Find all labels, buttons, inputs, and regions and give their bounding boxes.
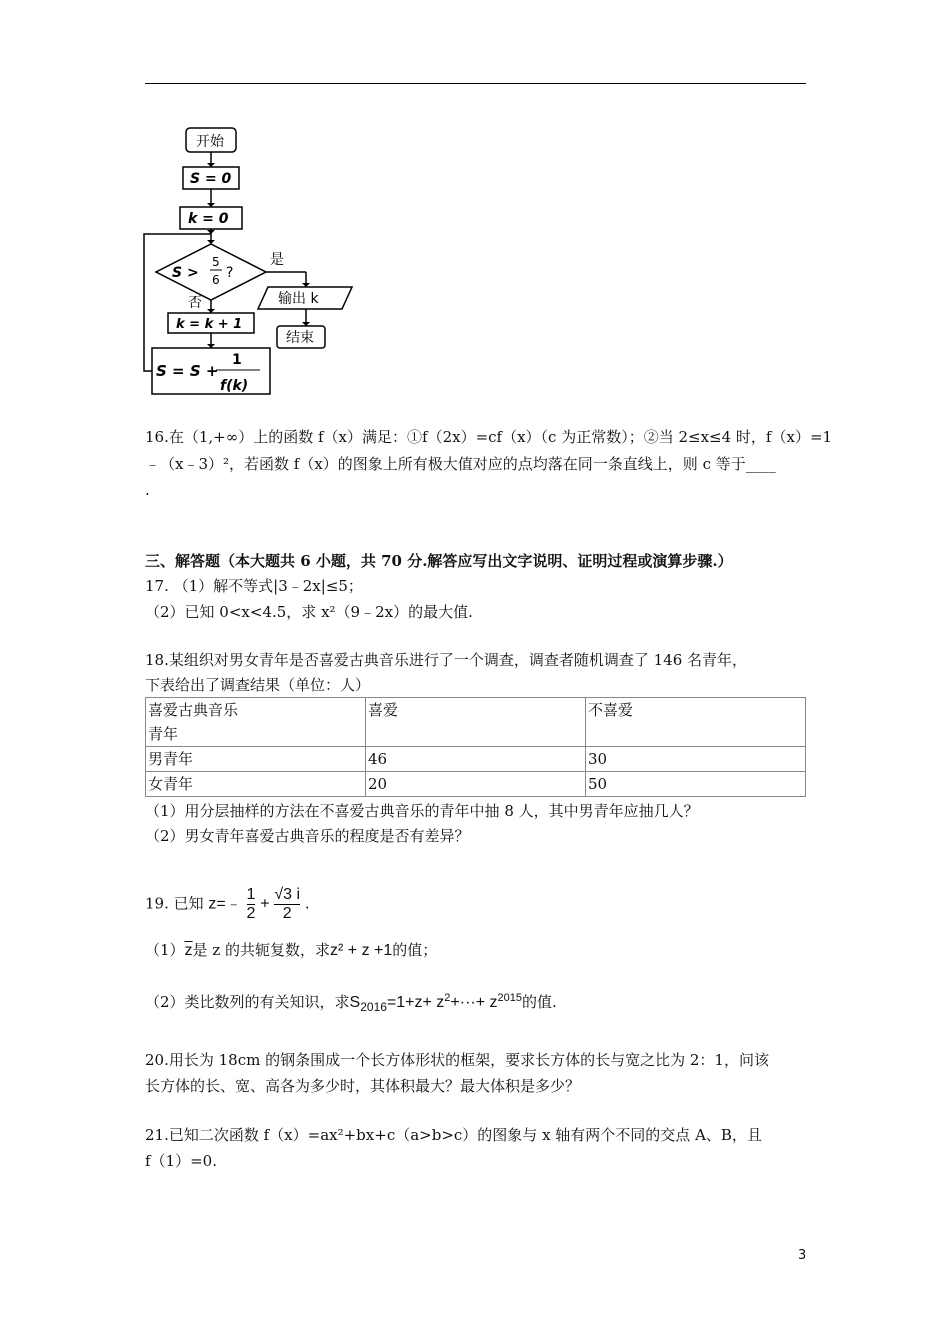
- table-cell: 46: [366, 747, 586, 772]
- q20-line2: 长方体的长、宽、高各为多少时，其体积最大？最大体积是多少？: [145, 1077, 581, 1095]
- flow-end-label: 结束: [286, 330, 314, 346]
- table-cell: 男青年: [146, 747, 366, 772]
- q19-given: [145, 886, 310, 926]
- table-col1-header: 喜爱: [366, 698, 586, 747]
- q19-p2-sup2: 2015: [497, 992, 523, 1004]
- table-cell: 20: [366, 772, 586, 797]
- table-header-a: 喜爱古典音乐: [148, 701, 239, 719]
- flow-cond-den: 6: [212, 273, 220, 287]
- q19-frac2-num: √3 i: [274, 886, 301, 903]
- q19-p1-a: （1）: [145, 941, 185, 959]
- q19-frac1-den: 2: [246, 905, 256, 922]
- flow-output-label: 输出 k: [278, 291, 319, 307]
- flow-update-s-den: f(k): [220, 378, 249, 394]
- flow-start-label: 开始: [196, 134, 224, 150]
- q19-p1-zbar: $\overline{z}$: [184, 942, 193, 959]
- q19-p2-sub: 2016: [360, 1000, 387, 1014]
- flow-init-s-label: S = 0: [190, 171, 232, 187]
- q21-line2: f（1）=0.: [145, 1152, 217, 1170]
- q19-frac1: [247, 886, 256, 923]
- table-row: [146, 772, 806, 797]
- q19-p2-a: （2）类比数列的有关知识，求: [145, 993, 350, 1011]
- q19-p2-end: 的值.: [522, 993, 557, 1011]
- q19-p2-sup1: 2: [444, 992, 451, 1004]
- q19-z-eq: z=﹣: [208, 895, 242, 913]
- flow-cond-left: S >: [172, 265, 199, 281]
- table-cell: 女青年: [146, 772, 366, 797]
- flow-no-label: 否: [188, 295, 202, 311]
- flow-update-s-num: 1: [232, 352, 242, 368]
- q19-p2-expr: =1+z+ z: [386, 994, 445, 1011]
- section3-heading: 三、解答题（本大题共 6 小题，共 70 分.解答应写出文字说明、证明过程或演算步骤.）: [145, 552, 733, 570]
- q19-p1-c: 的值；: [392, 941, 438, 959]
- q19-end: .: [304, 894, 310, 913]
- q19-p1-b: 是 z 的共轭复数，求: [192, 941, 330, 959]
- q19-p2-s: S: [349, 994, 361, 1011]
- flow-yes-label: 是: [270, 252, 284, 268]
- q16-line1: 16.在（1,+∞）上的函数 f（x）满足：①f（2x）=cf（x）（c 为正常数）；②当 2≤x≤4 时，f（x）=1: [145, 428, 833, 446]
- flow-cond-q: ?: [226, 265, 234, 281]
- q18-part2: （2）男女青年喜爱古典音乐的程度是否有差异？: [145, 827, 470, 845]
- q19-frac2: [274, 886, 300, 923]
- table-header-b: 青年: [148, 725, 179, 743]
- q19-part2: [145, 986, 557, 1019]
- table-col2-header: 不喜爱: [586, 698, 806, 747]
- q18-line2: 下表给出了调查结果（单位：人）: [145, 676, 371, 694]
- flow-inc-k-label: k = k + 1: [176, 317, 243, 332]
- q19-frac2-den: 2: [282, 905, 292, 922]
- flow-update-s-left: S = S +: [156, 362, 219, 380]
- q16-line3: .: [145, 481, 150, 499]
- q19-frac1-num: 1: [246, 886, 256, 903]
- q16-line2: ﹣（x﹣3）²，若函数 f（x）的图象上所有极大值对应的点均落在同一条直线上，则 c 等于____: [145, 455, 776, 473]
- q18-line1: 18.某组织对男女青年是否喜爱古典音乐进行了一个调查，调查者随机调查了 146 名青年，: [145, 651, 748, 669]
- header-rule: [145, 83, 806, 84]
- table-cell: 50: [586, 772, 806, 797]
- table-cell: 30: [586, 747, 806, 772]
- q20-line1: 20.用长为 18cm 的钢条围成一个长方体形状的框架，要求长方体的长与宽之比为 2：1，问该: [145, 1051, 769, 1069]
- q17-line2: （2）已知 0<x<4.5，求 x²（9﹣2x）的最大值.: [145, 603, 473, 621]
- q17-line1: 17. （1）解不等式|3﹣2x|≤5；: [145, 577, 363, 595]
- table-header-row: [146, 698, 806, 747]
- survey-table: [145, 697, 806, 797]
- q18-part1: （1）用分层抽样的方法在不喜爱古典音乐的青年中抽 8 人，其中男青年应抽几人？: [145, 802, 699, 820]
- q19-part1: [145, 938, 437, 963]
- flow-cond-num: 5: [212, 255, 220, 269]
- flowchart: [140, 120, 370, 400]
- q19-prefix: 19. 已知: [145, 894, 204, 913]
- q19-p1-expr: z² + z +1: [330, 942, 393, 959]
- q21-line1: 21.已知二次函数 f（x）=ax²+bx+c（a>b>c）的图象与 x 轴有两个不同的交点 A、B，且: [145, 1126, 762, 1144]
- q19-p2-mid: +···+ z: [450, 994, 498, 1011]
- page-number: 3: [798, 1248, 807, 1263]
- table-row: [146, 747, 806, 772]
- q19-plus: +: [260, 895, 270, 913]
- flow-init-k-label: k = 0: [188, 211, 229, 227]
